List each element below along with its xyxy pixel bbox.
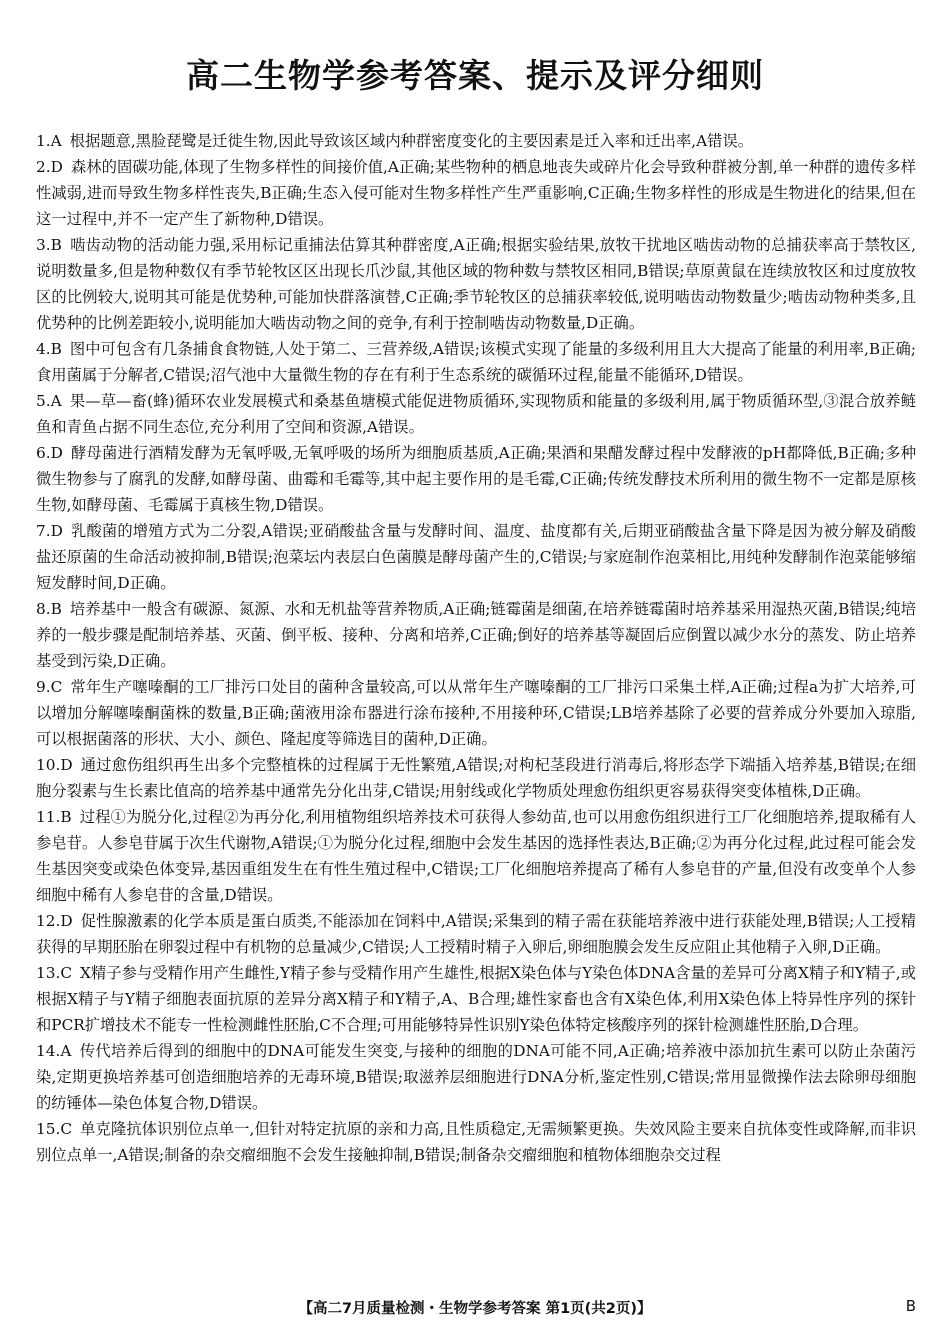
answer-item — [36, 336, 916, 388]
answer-explanation: X精子参与受精作用产生雌性,Y精子参与受精作用产生雄性,根据X染色体与Y染色体DNA含量的差异可分离X精子和Y精子,或根据X精子与Y精子细胞表面抗原的差异分离X精子和Y精子,A、B合理;雄性家畜也含有X染色体,利用X染色体上特异性序列的探针和PCR扩增技术不能专一性检测雌性胚胎,C不合理;可用能够特异性识别Y染色体特定核酸序列的探针检测雄性胚胎,D合理。 — [36, 964, 916, 1034]
answer-explanation: 啮齿动物的活动能力强,采用标记重捕法估算其种群密度,A正确;根据实验结果,放牧干扰地区啮齿动物的总捕获率高于禁牧区,说明数量多,但是物种数仅有季节轮牧区区出现长爪沙鼠,其他区域的物种数与禁牧区相同,B错误;草原黄鼠在连续放牧区和过度放牧区的比例较大,说明其可能是优势种,可能加快群落演替,C正确;季节轮牧区的总捕获率较低,说明啮齿动物数量少;啮齿动物种类多,且优势种的比例差距较小,说明能加大啮齿动物之间的竞争,有利于控制啮齿动物数量,D正确。 — [36, 236, 916, 332]
answer-number: 11.B — [36, 808, 72, 826]
answer-explanation: 森林的固碳功能,体现了生物多样性的间接价值,A正确;某些物种的栖息地丧失或碎片化会导致种群被分割,单一种群的遗传多样性减弱,进而导致生物多样性丧失,B正确;生态入侵可能对生物多样性产生严重影响,C正确;生物多样性的形成是生物进化的结果,但在这一过程中,并不一定产生了新物种,D错误。 — [36, 158, 916, 228]
answer-number: 7.D — [36, 522, 63, 540]
answer-number: 12.D — [36, 912, 73, 930]
answer-number: 14.A — [36, 1042, 72, 1060]
answer-item — [36, 388, 916, 440]
answer-item — [36, 440, 916, 518]
answer-item — [36, 960, 916, 1038]
page-footer: 【高二7月质量检测・生物学参考答案 第1页(共2页)】 — [298, 1301, 652, 1317]
answer-item — [36, 1038, 916, 1116]
answer-item — [36, 674, 916, 752]
answer-item — [36, 804, 916, 908]
answer-number: 2.D — [36, 158, 63, 176]
answer-explanation: 根据题意,黑脸琵鹭是迁徙生物,因此导致该区域内种群密度变化的主要因素是迁入率和迁出率,A错误。 — [69, 132, 754, 150]
answer-explanation: 图中可包含有几条捕食食物链,人处于第二、三营养级,A错误;该模式实现了能量的多级利用且大大提高了能量的利用率,B正确;食用菌属于分解者,C错误;沼气池中大量微生物的存在有利于生态系统的碳循环过程,能量不能循环,D错误。 — [36, 340, 916, 384]
answer-explanation: 果—草—畜(蜂)循环农业发展模式和桑基鱼塘模式能促进物质循环,实现物质和能量的多级利用,属于物质循环型,③混合放养鲢鱼和青鱼占据不同生态位,充分利用了空间和资源,A错误。 — [36, 392, 916, 436]
answer-number: 13.C — [36, 964, 73, 982]
answer-number: 5.A — [36, 392, 62, 410]
answer-explanation: 培养基中一般含有碳源、氮源、水和无机盐等营养物质,A正确;链霉菌是细菌,在培养链霉菌时培养基采用湿热灭菌,B错误;纯培养的一般步骤是配制培养基、灭菌、倒平板、接种、分离和培养,C正确;倒好的培养基等凝固后应倒置以减少水分的蒸发、防止培养基受到污染,D正确。 — [36, 600, 916, 670]
answer-number: 10.D — [36, 756, 73, 774]
answer-explanation: 过程①为脱分化,过程②为再分化,利用植物组织培养技术可获得人参幼苗,也可以用愈伤组织进行工厂化细胞培养,提取稀有人参皂苷。人参皂苷属于次生代谢物,A错误;①为脱分化过程,细胞中会发生基因的选择性表达,B正确;②为再分化过程,此过程可能会发生基因突变或染色体变异,基因重组发生在有性生殖过程中,C错误;工厂化细胞培养提高了稀有人参皂苷的产量,但没有改变单个人参细胞中稀有人参皂苷的含量,D错误。 — [36, 808, 916, 904]
answer-explanation: 单克隆抗体识别位点单一,但针对特定抗原的亲和力高,且性质稳定,无需频繁更换。失效风险主要来自抗体变性或降解,而非识别位点单一,A错误;制备的杂交瘤细胞不会发生接触抑制,B错误;制备杂交瘤细胞和植物体细胞杂交过程 — [36, 1120, 916, 1164]
answer-item — [36, 154, 916, 232]
answer-item — [36, 908, 916, 960]
answer-number: 8.B — [36, 600, 62, 618]
answer-explanation: 传代培养后得到的细胞中的DNA可能发生突变,与接种的细胞的DNA可能不同,A正确;培养液中添加抗生素可以防止杂菌污染,定期更换培养基可创造细胞培养的无毒环境,B错误;取滋养层细胞进行DNA分析,鉴定性别,C错误;常用显微操作法去除卵母细胞的纺锤体—染色体复合物,D错误。 — [36, 1042, 916, 1112]
answer-explanation: 酵母菌进行酒精发酵为无氧呼吸,无氧呼吸的场所为细胞质基质,A正确;果酒和果醋发酵过程中发酵液的pH都降低,B正确;多种微生物参与了腐乳的发酵,如酵母菌、曲霉和毛霉等,其中起主要作用的是毛霉,C正确;传统发酵技术所利用的微生物不一定都是原核生物,如酵母菌、毛霉属于真核生物,D错误。 — [36, 444, 916, 514]
answer-number: 9.C — [36, 678, 63, 696]
answer-item — [36, 1116, 916, 1168]
answer-explanation: 常年生产噻嗪酮的工厂排污口处目的菌种含量较高,可以从常年生产噻嗪酮的工厂排污口采集土样,A正确;过程a为扩大培养,可以增加分解噻嗪酮菌株的数量,B正确;菌液用涂布器进行涂布接种,不用接种环,C错误;LB培养基除了必要的营养成分外要加入琼脂,可以根据菌落的形状、大小、颜色、隆起度等筛选目的菌种,D正确。 — [36, 678, 916, 748]
answer-number: 1.A — [36, 132, 62, 150]
answer-item — [36, 128, 916, 154]
page-title: 高二生物学参考答案、提示及评分细则 — [186, 56, 764, 95]
answer-explanation: 乳酸菌的增殖方式为二分裂,A错误;亚硝酸盐含量与发酵时间、温度、盐度都有关,后期亚硝酸盐含量下降是因为被分解及硝酸盐还原菌的生命活动被抑制,B错误;泡菜坛内表层白色菌膜是酵母菌产生的,C错误;与家庭制作泡菜相比,用纯种发酵制作泡菜能够缩短发酵时间,D正确。 — [36, 522, 916, 592]
answer-explanation: 通过愈伤组织再生出多个完整植株的过程属于无性繁殖,A错误;对枸杞茎段进行消毒后,将形态学下端插入培养基,B错误;在细胞分裂素与生长素比值高的培养基中通常先分化出芽,C错误;用射线或化学物质处理愈伤组织更容易获得突变体植株,D正确。 — [36, 756, 916, 800]
answer-item — [36, 518, 916, 596]
answer-item — [36, 232, 916, 336]
answer-number: 3.B — [36, 236, 62, 254]
answer-number: 6.D — [36, 444, 63, 462]
answer-number: 4.B — [36, 340, 62, 358]
paper-version: B — [905, 1297, 916, 1315]
answer-explanation: 促性腺激素的化学本质是蛋白质类,不能添加在饲料中,A错误;采集到的精子需在获能培养液中进行获能处理,B错误;人工授精获得的早期胚胎在卵裂过程中有机物的总量减少,C错误;人工授精时精子入卵后,卵细胞膜会发生反应阻止其他精子入卵,D正确。 — [36, 912, 916, 956]
answer-list — [36, 128, 916, 1168]
answer-item — [36, 596, 916, 674]
answer-number: 15.C — [36, 1120, 73, 1138]
answer-item — [36, 752, 916, 804]
